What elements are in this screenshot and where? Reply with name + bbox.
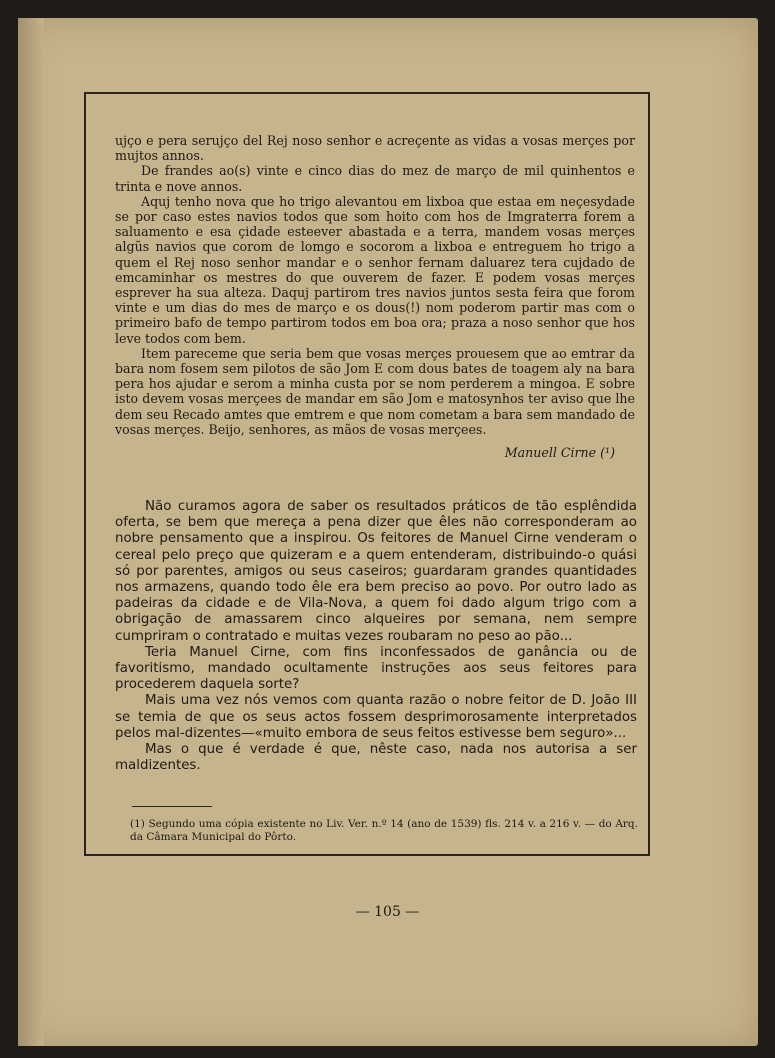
- page-number: — 105 —: [355, 904, 420, 920]
- commentary-text: [115, 499, 637, 774]
- letter-paragraph: ujço e pera serujço del Rej noso senhor e acreçente as vidas a vosas merçes por mujtos annos.: [115, 133, 635, 164]
- body-paragraph: Mas o que é verdade é que, nêste caso, nada nos autorisa a ser maldizentes.: [115, 742, 637, 774]
- body-paragraph: Teria Manuel Cirne, com fins inconfessados de ganância ou de favoritismo, mandado ocultamente instruções aos seus feitores para procederem daquela sorte?: [115, 644, 637, 693]
- letter-signature: Manuell Cirne (¹): [504, 445, 615, 461]
- footnote-rule: [132, 806, 212, 807]
- footnote: (1) Segundo uma cópia existente no Liv. Ver. n.º 14 (ano de 1539) fls. 214 v. a 216 v. — do Arq. da Câmara Municipal do Pôrto.: [130, 818, 638, 843]
- letter-paragraph: De frandes ao(s) vinte e cinco dias do mez de março de mil quinhentos e trinta e nove annos.: [115, 163, 635, 194]
- letter-paragraph: Item pareceme que seria bem que vosas merçes prouesem que ao emtrar da bara nom fosem sem pilotos de são Jom E com dous bates de toagem aly na bara pera hos ajudar e serom a minha custa por se nom perderem a mingoa. E sobre isto devem vosas merçees de mandar em são Jom e matosynhos ter aviso que lhe dem seu Recado amtes que emtrem e que nom cometam a bara sem mandado de vosas merçes. Beijo, senhores, as mãos de vosas merçees.: [115, 345, 635, 437]
- letter-paragraph: Aquj tenho nova que ho trigo alevantou em lixboa que estaa em neçesydade se por caso estes navios todos que som hoito com hos de Imgraterra forem a saluamento e esa çidade esteever abastada e a terra, mandem vosas merçes algũs navios que corom de lomgo e socorom a lixboa e entreguem ho trigo a quem el Rej noso senhor mandar e o senhor fernam daluarez tera cujdado de emcaminhar os mestres do que ouverem de fazer. E podem vosas merçes esprever ha sua alteza. Daquj partirom tres navios juntos sesta feira que forom vinte e um dias do mes de março e os dous(!) nom poderom partir mas com o primeiro bafo de tempo partirom todos em boa ora; praza a noso senhor que hos leve todos com bem.: [115, 193, 635, 346]
- page-spine-shadow: [18, 18, 44, 1046]
- body-paragraph: Não curamos agora de saber os resultados práticos de tão esplêndida oferta, se bem que mereça a pena dizer que êles não corresponderam ao nobre pensamento que a inspirou. Os feitores de Manuel Cirne venderam o cereal pelo preço que quizeram e a quem entenderam, distribuindo-o quási só por parentes, amigos ou seus caseiros; guardaram grandes quantidades nos armazens, quando todo êle era bem preciso ao povo. Por outro lado as padeiras da cidade e de Vila-Nova, a quem foi dado algum trigo com a obrigação de amassarem cinco alqueires por semana, nem sempre cumpriram o contratado e muitas vezes roubaram no peso ao pão...: [115, 499, 637, 644]
- letter-transcription: [115, 133, 635, 460]
- body-paragraph: Mais uma vez nós vemos com quanta razão o nobre feitor de D. João III se temia de que os seus actos fossem desprimorosamente interpretados pelos mal-dizentes—«muito embora de seus feitos estivesse bem seguro»...: [115, 693, 637, 741]
